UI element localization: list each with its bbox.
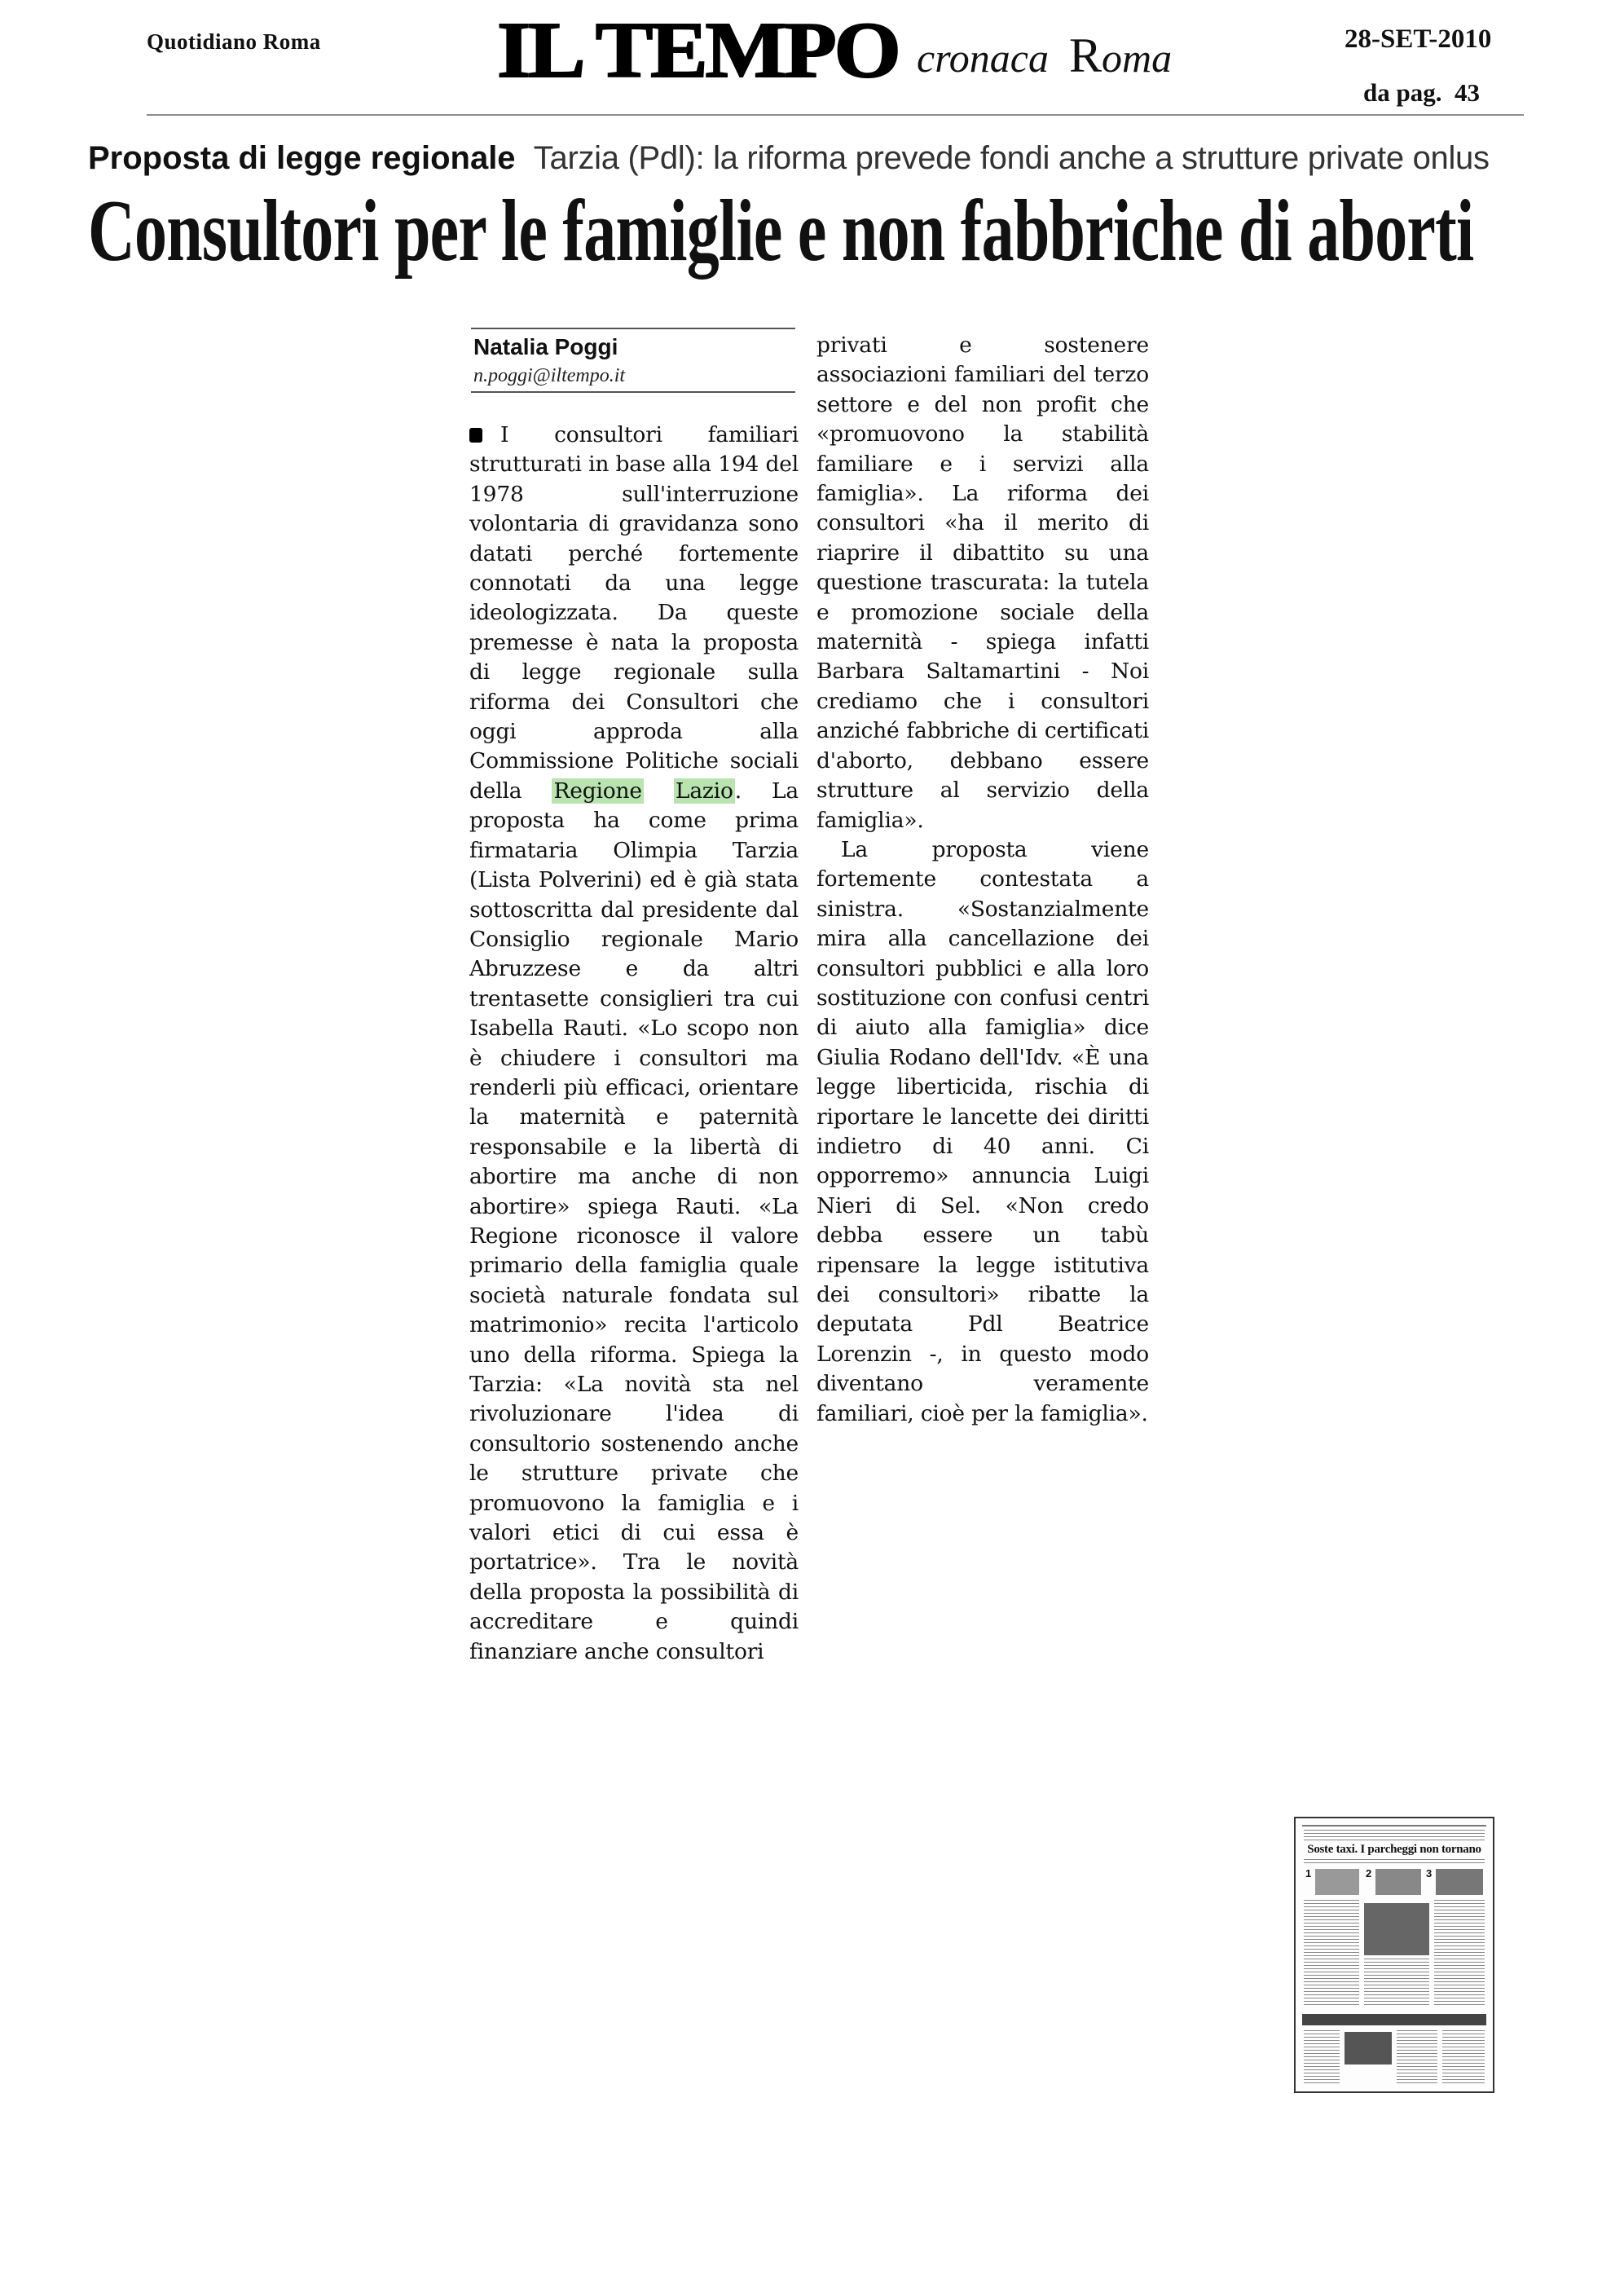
header-divider (147, 114, 1524, 116)
thumb-lower-text-1 (1304, 2030, 1340, 2084)
section-label (917, 28, 1172, 84)
paragraph-bullet-icon (469, 428, 482, 443)
section-prefix: cronaca (917, 35, 1049, 81)
thumb-kicker-lines (1304, 1830, 1485, 1841)
section-main-initial: R (1069, 29, 1102, 82)
thumb-headline: Soste taxi. I parcheggi non tornano (1307, 1843, 1481, 1856)
thumb-article-band (1302, 2014, 1486, 2025)
issue-date: 28-SET-2010 (1345, 24, 1492, 54)
publication-label: Quotidiano Roma (147, 29, 321, 54)
highlighted-word-lazio: Lazio (675, 778, 733, 804)
section-main-rest: oma (1102, 35, 1173, 81)
thumb-lower-text-3 (1442, 2030, 1485, 2084)
thumb-photo-1 (1315, 1869, 1359, 1895)
byline-email: n.poggi@iltempo.it (473, 365, 626, 386)
article-paragraph-1-continued (816, 331, 1149, 835)
highlighted-word-regione: Regione (553, 778, 642, 804)
article-paragraph-1 (469, 421, 799, 1667)
thumb-photo-2 (1375, 1869, 1421, 1895)
page-reference: da pag. 43 (1363, 78, 1480, 107)
paragraph-1-continuation: privati e sostenere associazioni familiari del terzo settore e del non profit che «promuovono la stabilità familiare e i servizi alla famiglia». La riforma dei consultori «ha il merito di riaprire il dibattito su una questione trascurata: la tutela e promozione sociale della maternità - spiega infatti Barbara Saltamartini - Noi crediamo che i consultori anziché fabbriche di certificati d'aborto, debbano essere strutture al servizio della famiglia». (816, 333, 1149, 833)
thumb-number-2: 2 (1366, 1867, 1372, 1879)
thumb-lower-text-2 (1397, 2030, 1437, 2084)
thumb-number-1: 1 (1305, 1867, 1312, 1879)
thumb-number-3: 3 (1426, 1867, 1433, 1879)
article-paragraph-2: La proposta viene fortemente contestata a sinistra. «Sostanzialmente mira alla cancellazione dei consultori pubblici e alla loro sostituzione con confusi centri di aiuto alla famiglia» dice Giulia Rodano dell'Idv. «È una legge liberticida, rischia di riportare le lancette dei diritti indietro di 40 anni. Ci opporremo» annuncia Luigi Nieri di Sel. «Non credo debba essere un tabù ripensare la legge istitutiva dei consultori» ribatte la deputata Pdl Beatrice Lorenzin -, in questo modo diventano veramente familiari, cioè per la famiglia». (816, 836, 1149, 1426)
byline-bottom-rule (471, 391, 795, 393)
kicker-bold: Proposta di legge regionale (88, 140, 516, 176)
page-thumbnail (1294, 1817, 1494, 2093)
thumb-text-column-3 (1434, 1900, 1485, 2006)
article-column-1 (469, 421, 799, 1667)
thumb-photo-3 (1436, 1869, 1483, 1895)
thumb-top-rule (1302, 1825, 1486, 1827)
article-column-2 (816, 331, 1149, 1429)
article-kicker (88, 140, 1490, 177)
thumb-lower-photo (1345, 2032, 1392, 2064)
article-headline: Consultori per le famiglie e non fabbriche di aborti (88, 183, 1474, 280)
byline-author: Natalia Poggi (473, 334, 618, 359)
kicker-text: Tarzia (Pdl): la riforma prevede fondi anche a strutture private onlus (533, 140, 1490, 176)
masthead-logo: IL TEMPO (497, 7, 899, 95)
thumb-text-column-1 (1304, 1900, 1359, 2006)
paragraph-1-text-a: I consultori familiari strutturati in base alla 194 del 1978 sull'interruzione volontaria di gravidanza sono datati perché fortemente connotati da una legge ideologizzata. Da queste premesse è nata la proposta di legge regionale sulla riforma dei Consultori che oggi approda alla Commissione Politiche sociali della (469, 422, 799, 804)
thumb-text-column-2 (1364, 1959, 1429, 2006)
byline-top-rule (471, 328, 795, 329)
paragraph-1-text-b-part: . La proposta ha come prima firmataria Olimpia Tarzia (Lista Polverini) ed è già stata sottoscritta dal presidente dal Consiglio regionale Mario Abruzzese e da altri trentasette consiglieri tra cui Isabella Rauti. «Lo scopo non è chiudere i consultori ma renderli più efficaci, orientare la maternità e paternità responsabile e la libertà di abortire ma anche di non abortire» spiega Rauti. «La Regione riconosce il valore primario della famiglia quale società naturale fondata sul matrimonio» recita l'articolo uno della riforma. Spiega la Tarzia: «La novità sta nel rivoluzionare l'idea di consultorio sostenendo anche le strutture private che promuovono la famiglia e i valori etici di cui essa è portatrice». Tra le novità della proposta la possibilità di accreditare e quindi finanziare anche consultori (469, 778, 799, 1664)
thumb-photo-main (1364, 1903, 1429, 1955)
thumb-subhead-lines (1304, 1859, 1485, 1866)
